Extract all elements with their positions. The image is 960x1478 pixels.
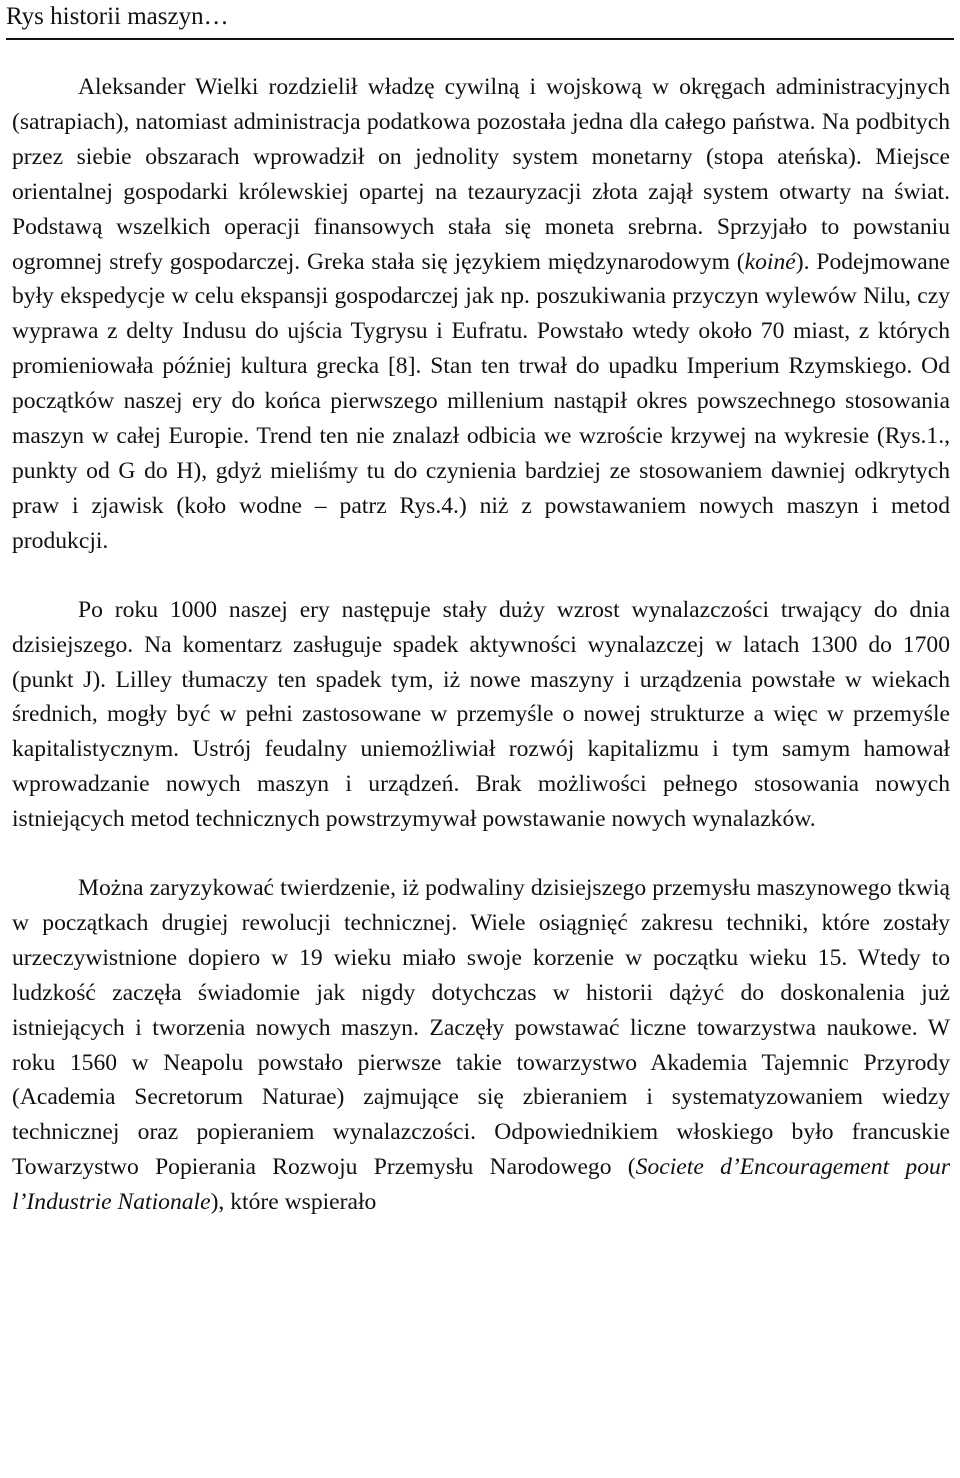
paragraph-text: Można zaryzykować twierdzenie, iż podwaliny dzisiejszego przemysłu maszynowego tkwią w początkach drugiej rewolucji technicznej. Wiele osiągnięć zakresu techniki, które zostały urzeczywistnione dopiero w 19 wieku miało swoje korzenie w początku wieku 15. Wtedy to ludzkość zaczęła świadomie jak nigdy dotychczas w historii dążyć do doskonalenia już istniejących i tworzenia nowych maszyn. Zaczęły powstawać liczne towarzystwa naukowe. W roku 1560 w Neapolu powstało pierwsze takie towarzystwo Akademia Tajemnic Przyrody (Academia Secretorum Naturae) zajmujące się zbieraniem i systematyzowaniem wiedzy technicznej oraz popieraniem wynalazczości. Odpowiednikiem włoskiego było francuskie Towarzystwo Popierania Rozwoju Przemysłu Narodowego (	[12, 875, 950, 1181]
italic-term: koiné	[744, 248, 796, 275]
italic-term: Societe d’Encouragement pour l’Industrie Nationale	[12, 1154, 950, 1216]
paragraph-text: ), które wspierało	[210, 1189, 377, 1216]
running-header-title: Rys historii maszyn…	[6, 3, 229, 30]
paragraph-text: Aleksander Wielki rozdzielił władzę cywilną i wojskową w okręgach administracyjnych (satrapiach), natomiast administracja podatkowa pozostała jedna dla całego państwa. Na podbitych przez siebie obszarach wprowadził on jednolity system monetarny (stopa ateńska). Miejsce orientalnej gospodarki królewskiej opartej na tezauryzacji złota zajął system otwarty na świat. Podstawą wszelkich operacji finansowych stała się moneta srebrna. Sprzyjało to powstaniu ogromnej strefy gospodarczej. Greka stała się językiem międzynarodowym (	[12, 74, 950, 275]
paragraph	[12, 70, 950, 559]
running-header	[6, 2, 954, 40]
paragraph-text: Po roku 1000 naszej ery następuje stały duży wzrost wynalazczości trwający do dnia dzisiejszego. Na komentarz zasługuje spadek aktywności wynalazczej w latach 1300 do 1700 (punkt J). Lilley tłumaczy ten spadek tym, iż nowe maszyny i urządzenia powstałe w wiekach średnich, mogły być w pełni zastosowane w przemyśle o nowej strukturze a więc w przemyśle kapitalistycznym. Ustrój feudalny uniemożliwiał rozwój kapitalizmu i tym samym hamował wprowadzanie nowych maszyn i urządzeń. Brak możliwości pełnego stosowania nowych istniejących metod technicznych powstrzymywał powstawanie nowych wynalazków.	[12, 596, 950, 833]
paragraph	[12, 871, 950, 1220]
paragraph	[12, 593, 950, 837]
paragraph-text: ). Podejmowane były ekspedycje w celu ekspansji gospodarczej jak np. poszukiwania przyczyn wylewów Nilu, czy wyprawa z delty Indusu do ujścia Tygrysu i Eufratu. Powstało wtedy około 70 miast, z których promieniowała później kultura grecka [8]. Stan ten trwał do upadku Imperium Rzymskiego. Od początków naszej ery do końca pierwszego millenium nastąpił okres powszechnego stosowania maszyn w całej Europie. Trend ten nie znalazł odbicia we wzroście krzywej na wykresie (Rys.1., punkty od G do H), gdyż mieliśmy tu do czynienia bardziej ze stosowaniem dawniej odkrytych praw i zjawisk (koło wodne – patrz Rys.4.) niż z powstawaniem nowych maszyn i metod produkcji.	[12, 248, 950, 554]
body-text	[12, 70, 950, 1220]
